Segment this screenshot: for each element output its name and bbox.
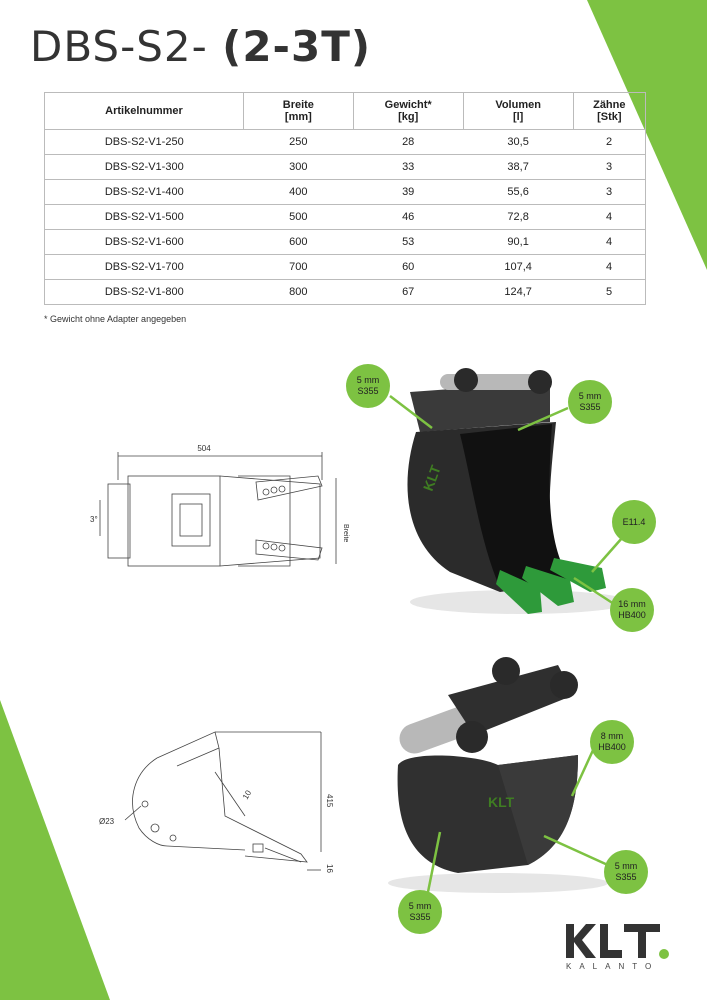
cell-gewicht: 67 — [353, 280, 463, 305]
title-tonnage: (2-3T) — [222, 22, 372, 71]
callout-tooth-system: E11.4 — [612, 500, 656, 544]
callout-side-plate: 5 mm S355 — [346, 364, 390, 408]
dimension-plate: 16 — [325, 864, 334, 873]
dimension-angle: 3° — [90, 515, 98, 524]
cell-volumen: 124,7 — [463, 280, 573, 305]
header-breite: Breite [mm] — [244, 93, 354, 130]
cell-volumen: 72,8 — [463, 205, 573, 230]
bucket-mark: KLT — [419, 462, 444, 494]
title-model: DBS-S2- — [30, 22, 208, 71]
dimension-height: 415 — [325, 794, 334, 808]
cell-breite: 800 — [244, 280, 354, 305]
cell-zaehne: 3 — [573, 180, 645, 205]
callout-cutting-edge: 16 mm HB400 — [610, 588, 654, 632]
cell-gewicht: 53 — [353, 230, 463, 255]
cell-artikelnummer: DBS-S2-V1-600 — [45, 230, 244, 255]
cell-artikelnummer: DBS-S2-V1-300 — [45, 155, 244, 180]
dimension-diameter: Ø23 — [99, 817, 115, 826]
cell-volumen: 30,5 — [463, 130, 573, 155]
callout-side-wall: 5 mm S355 — [604, 850, 648, 894]
dimension-angle-side: 10 — [240, 788, 254, 801]
cell-zaehne: 2 — [573, 130, 645, 155]
cell-gewicht: 33 — [353, 155, 463, 180]
cell-zaehne: 5 — [573, 280, 645, 305]
footnote: * Gewicht ohne Adapter angegeben — [44, 314, 187, 324]
dimension-length: 504 — [197, 444, 211, 453]
cell-gewicht: 28 — [353, 130, 463, 155]
cell-artikelnummer: DBS-S2-V1-500 — [45, 205, 244, 230]
cell-gewicht: 60 — [353, 255, 463, 280]
cell-volumen: 55,6 — [463, 180, 573, 205]
cell-volumen: 38,7 — [463, 155, 573, 180]
cell-zaehne: 4 — [573, 255, 645, 280]
callout-shell: 5 mm S355 — [398, 890, 442, 934]
logo-subtitle: KALANTO — [566, 962, 660, 971]
cell-gewicht: 39 — [353, 180, 463, 205]
dimension-width-label: Breite — [342, 524, 349, 543]
cell-artikelnummer: DBS-S2-V1-800 — [45, 280, 244, 305]
header-volumen: Volumen [l] — [463, 93, 573, 130]
bucket-mark-bottom: KLT — [488, 794, 515, 810]
header-artikelnummer: Artikelnummer — [45, 93, 244, 130]
callout-back-plate: 5 mm S355 — [568, 380, 612, 424]
cell-breite: 300 — [244, 155, 354, 180]
cell-gewicht: 46 — [353, 205, 463, 230]
cell-volumen: 90,1 — [463, 230, 573, 255]
cell-zaehne: 3 — [573, 155, 645, 180]
cell-zaehne: 4 — [573, 230, 645, 255]
cell-artikelnummer: DBS-S2-V1-400 — [45, 180, 244, 205]
header-zaehne: Zähne [Stk] — [573, 93, 645, 130]
cell-artikelnummer: DBS-S2-V1-250 — [45, 130, 244, 155]
cell-breite: 700 — [244, 255, 354, 280]
cell-breite: 600 — [244, 230, 354, 255]
callout-wear-plate: 8 mm HB400 — [590, 720, 634, 764]
cell-zaehne: 4 — [573, 205, 645, 230]
cell-breite: 400 — [244, 180, 354, 205]
cell-volumen: 107,4 — [463, 255, 573, 280]
cell-artikelnummer: DBS-S2-V1-700 — [45, 255, 244, 280]
cell-breite: 250 — [244, 130, 354, 155]
header-gewicht: Gewicht* [kg] — [353, 93, 463, 130]
cell-breite: 500 — [244, 205, 354, 230]
